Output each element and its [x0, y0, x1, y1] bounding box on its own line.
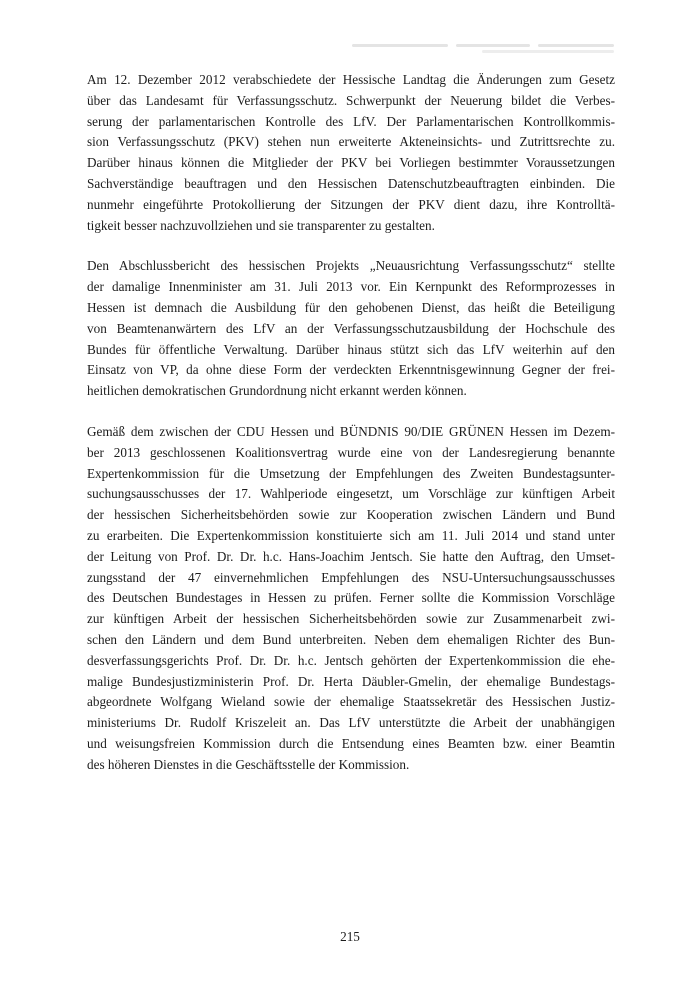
text-line: des Deutschen Bundestages in Hessen zu prüfen. Ferner sollte die Kommission Vorschläge: [87, 590, 615, 606]
text-line: serung der parlamentarischen Kontrolle des LfV. Der Parlamentarischen Kontrollkommis-: [87, 113, 615, 129]
text-line: zur künftigen Arbeit der hessischen Sicherheitsbehörden sowie zur Zusammenarbeit zwi-: [87, 611, 615, 627]
text-line: Einsatz von VP, da ohne diese Form der verdeckten Erkenntnisgewinnung Gegner der frei-: [87, 362, 615, 378]
faded-running-header: [352, 40, 614, 54]
text-line: ber 2013 geschlossenen Koalitionsvertrag wurde eine von der Landesregierung benannte: [87, 444, 615, 460]
text-line: Am 12. Dezember 2012 verabschiedete der Hessische Landtag die Änderungen zum Gesetz: [87, 72, 615, 87]
text-line: der Leitung von Prof. Dr. Dr. h.c. Hans-Joachim Jentsch. Sie hatte den Auftrag, den Umset-: [87, 548, 615, 564]
body-text: [87, 70, 615, 796]
text-line: von Beamtenanwärtern des LfV an der Verfassungsschutzausbildung der Hochschule des: [87, 320, 615, 336]
text-line: der damalige Innenminister am 31. Juli 2013 vor. Ein Kernpunkt des Reformprozesses in: [87, 279, 615, 295]
text-line: heitlichen demokratischen Grundordnung nicht erkannt werden können.: [87, 383, 467, 399]
page-number: 215: [340, 929, 360, 944]
text-line: zungsstand der 47 einvernehmlichen Empfehlungen des NSU-Untersuchungsausschusses: [87, 569, 615, 585]
text-line: und weisungsfreien Kommission durch die Entsendung eines Beamten bzw. einer Beamtin: [87, 735, 615, 751]
text-line: Darüber hinaus können die Mitglieder der PKV bei Vorliegen bestimmter Voraussetzungen: [87, 155, 615, 171]
paragraph-1: [87, 70, 615, 236]
text-line: nunmehr eingeführte Protokollierung der Sitzungen der PKV dient dazu, ihre Kontrolltä-: [87, 196, 615, 212]
text-line: der hessischen Sicherheitsbehörden sowie zur Kooperation zwischen Ländern und Bund: [87, 507, 615, 523]
text-line: zu erarbeiten. Die Expertenkommission konstituierte sich am 11. Juli 2014 und stand unter: [87, 527, 615, 543]
paragraph-2: [87, 256, 615, 402]
text-line: desverfassungsgerichts Prof. Dr. Dr. h.c. Jentsch gehörten der Expertenkommission die ehe-: [87, 652, 615, 668]
text-line: des höheren Dienstes in die Geschäftsstelle der Kommission.: [87, 756, 410, 772]
text-line: über das Landesamt für Verfassungsschutz. Schwerpunkt der Neuerung bildet die Verbes-: [87, 92, 615, 108]
text-line: Sachverständige beauftragen und den Hessischen Datenschutzbeauftragten einbinden. Die: [87, 175, 615, 191]
text-line: Hessen ist demnach die Ausbildung für den gehobenen Dienst, das heißt die Beteiligung: [87, 299, 615, 315]
text-line: tigkeit besser nachzuvollziehen und sie transparenter zu gestalten.: [87, 217, 435, 233]
text-line: schen den Ländern und dem Bund unterbreiten. Neben dem ehemaligen Richter des Bun-: [87, 631, 615, 647]
text-line: malige Bundesjustizministerin Prof. Dr. Herta Däubler-Gmelin, der ehemalige Bundestags-: [87, 673, 615, 689]
text-line: Bundes für öffentliche Verwaltung. Darüber hinaus stützt sich das LfV weiterhin auf den: [87, 341, 615, 357]
text-line: sion Verfassungsschutz (PKV) stehen nun erweiterte Akteneinsichts- und Zutrittsrechte zu.: [87, 134, 615, 150]
text-line: Expertenkommission für die Umsetzung der Empfehlungen des Zweiten Bundestagsunter-: [87, 465, 615, 481]
text-line: ministeriums Dr. Rudolf Kriszeleit an. Das LfV unterstützte die Arbeit der unabhängigen: [87, 715, 615, 731]
paragraph-3: [87, 422, 615, 776]
text-line: Den Abschlussbericht des hessischen Projekts „Neuausrichtung Verfassungsschutz“ stellte: [87, 258, 615, 274]
text-line: abgeordnete Wolfgang Wieland sowie der ehemalige Staatssekretär des Hessischen Justiz-: [87, 694, 615, 710]
text-line: Gemäß dem zwischen der CDU Hessen und BÜNDNIS 90/DIE GRÜNEN Hessen im Dezem-: [87, 423, 615, 439]
text-line: suchungsausschusses der 17. Wahlperiode eingesetzt, um Vorschläge zur künftigen Arbeit: [87, 486, 615, 502]
